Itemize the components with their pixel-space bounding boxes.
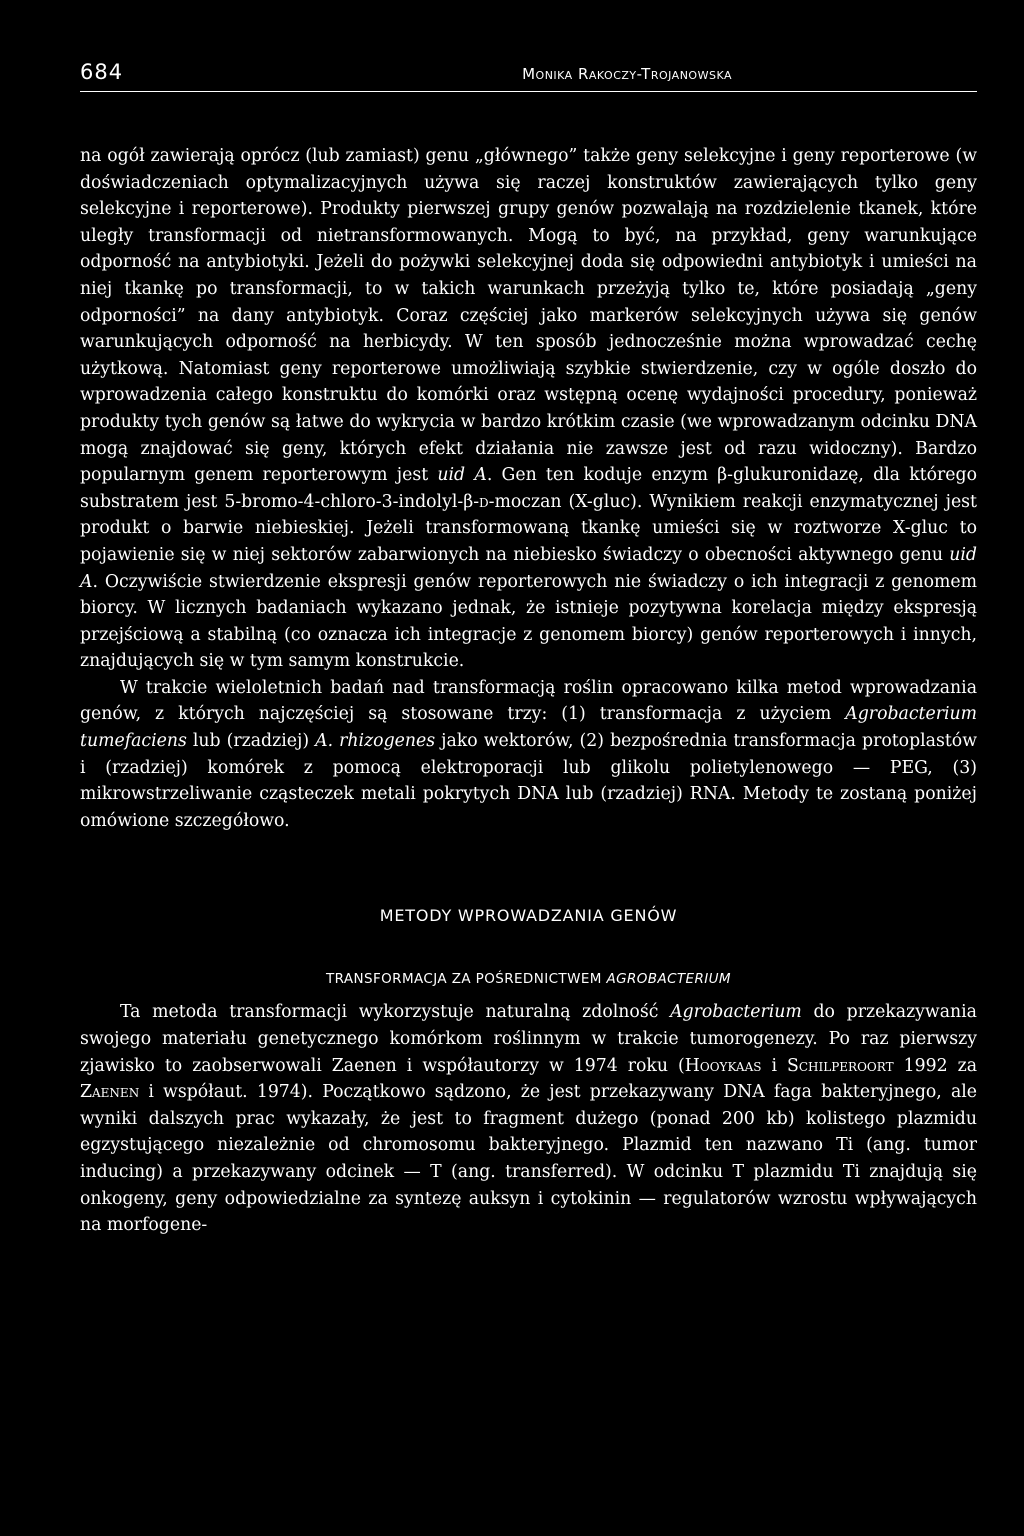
page-header [80,60,977,92]
page-number: 684 [80,60,124,84]
smallcaps-text-run: d [479,491,489,512]
smallcaps-text-run: Zaenen [80,1082,140,1103]
smallcaps-text-run: Hooykaas [684,1055,762,1076]
paragraph-2 [80,675,977,835]
subsection-title [80,971,977,987]
italic-text-run: AGROBACTERIUM [606,971,731,988]
italic-text-run: A. rhizogenes [315,731,436,752]
body-text [80,143,977,1239]
italic-text-run: Agrobacterium tumefaciens [80,704,977,752]
text-run: Ta metoda transformacji wykorzystuje naturalną zdolność [120,1002,671,1023]
text-run: lub (rzadziej) [186,731,316,752]
text-run: . Gen ten koduje enzym β-glukuronidazę, dla którego substratem jest 5-bromo-4-chloro-3-indolyl-β- [80,465,977,512]
section-title: METODY WPROWADZANIA GENÓW [379,906,678,926]
section-paragraph-1 [80,999,977,1238]
paragraph-1 [80,143,977,675]
text-run: jako wektorów, (2) bezpośrednia transformacja protoplastów i (rzadziej) komórek z pomocą elektroporacji lub glikolu polietylenowego — PEG, (3) mikrowstrzeliwanie cząsteczek metali pokrytych DNA lub (rzadziej) RNA. Metody te zostaną poniżej omówione szczegółowo. [80,731,977,831]
running-head: Monika Rakoczy-Trojanowska [522,65,732,83]
text-run: i współaut. 1974). Początkowo sądzono, że jest przekazywany DNA faga bakteryjnego, ale wyniki dalszych prac wykazały, że jest to fragment dużego (ponad 200 kb) kolistego plazmidu egzystującego niezależnie od chromosomu bakteryjnego. Plazmid ten nazwano Ti (ang. tumor inducing) a przekazywany odcinek — T (ang. transferred). W odcinku T plazmidu Ti znajdują się onkogeny, geny odpowiedzialne za syntezę auksyn i cytokinin — regulatorów wzrostu wpływających na morfogene- [80,1082,977,1236]
text-run: do przekazywania swojego materiału genetycznego komórkom roślinnym w trakcie tumorogenezy. Po raz pierwszy zjawisko to zaobserwowali Zaenen i współautorzy w 1974 roku ( [80,1002,977,1076]
italic-text-run: uid A [437,465,487,486]
italic-text-run: Agrobacterium [670,1002,802,1023]
text-run: i [761,1055,788,1076]
text-run: 1992 za [893,1055,978,1076]
text-run: na ogół zawierają oprócz (lub zamiast) genu „głównego” także geny selekcyjne i geny reporterowe (w doświadczeniach optymalizacyjnych używa się raczej konstruktów zawierających tylko geny selekcyjne i reporterowe). Produkty pierwszej grupy genów pozwalają na rozdzielenie tkanek, które uległy transformacji od nietransformowanych. Mogą to być, na przykład, geny warunkujące odporność na antybiotyki. Jeżeli do pożywki selekcyjnej doda się odpowiedni antybiotyk i umieści na niej tkankę po transformacji, to w takich warunkach przeżyją tylko te, które posiadają „geny odporności” na dany antybiotyk. Coraz częściej jako markerów selekcyjnych używa się genów warunkujących odporność na herbicydy. W ten sposób jednocześnie można wprowadzać cechę użytkową. Natomiast geny reporterowe umożliwiają szybkie stwierdzenie, czy w ogóle doszło do wprowadzenia całego konstruktu do komórki oraz wstępną ocenę wydajności procedury, ponieważ produkty tych genów są łatwe do wykrycia w bardzo krótkim czasie (we wprowadzanym odcinku DNA mogą znajdować się geny, których efekt działania nie zawsze jest od razu widoczny). Bardzo popularnym genem reporterowym jest [80,146,977,486]
text-run: W trakcie wieloletnich badań nad transformacją roślin opracowano kilka metod wprowadzania genów, z których najczęściej są stosowane trzy: (1) transformacja z użyciem [80,677,977,725]
page [80,60,977,1239]
text-run: . Oczywiście stwierdzenie ekspresji genów reporterowych nie świadczy o ich integracji z genomem biorcy. W licznych badaniach wykazano jednak, że istnieje pozytywna korelacja między ekspresją przejściową a stabilną (co oznacza ich integracje z genomem biorcy) genów reporterowych i innych, znajdujących się w tym samym konstrukcie. [80,571,977,672]
italic-text-run: uid A [80,544,977,592]
text-run: -moczan (X-gluc). Wynikiem reakcji enzymatycznej jest produkt o barwie niebieskiej. Jeżeli transformowaną tkankę umieści się w roztworze X-gluc to pojawienie się w niej sektorów zabarwionych na niebiesko świadczy o obecności aktywnego genu [80,491,977,565]
text-run: TRANSFORMACJA ZA POŚREDNICTWEM [326,971,607,988]
smallcaps-text-run: Schilperoort [787,1055,894,1076]
